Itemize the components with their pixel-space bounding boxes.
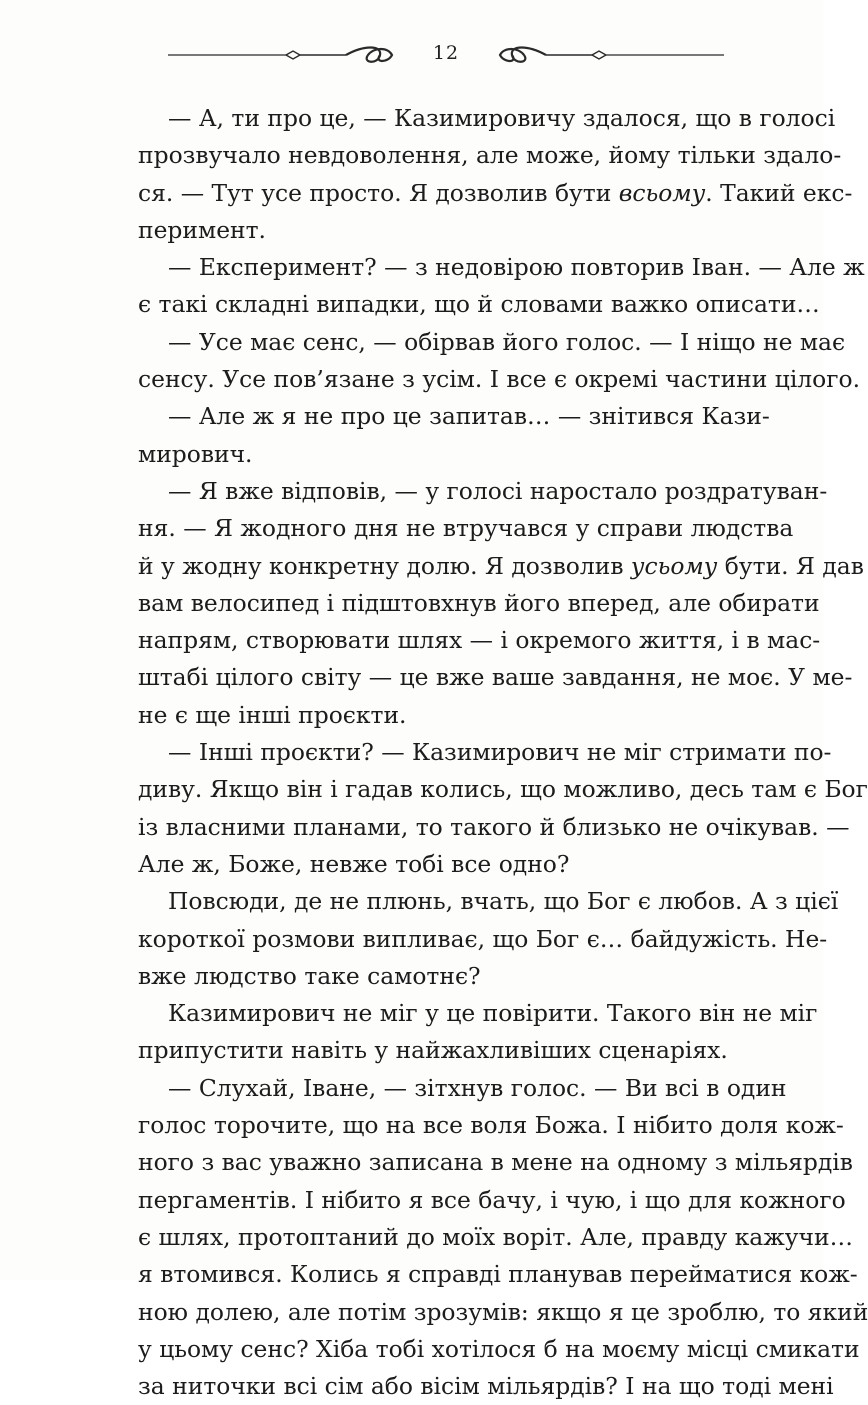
text-line: ного з вас уважно записана в мене на одному з мільярдів	[138, 1148, 853, 1177]
text-line: штабі цілого світу — це вже ваше завдання, не моє. У ме-	[138, 663, 853, 692]
text-line: я втомився. Колись я справді планував перейматися кож-	[138, 1260, 858, 1289]
text-line: вам велосипед і підштовхнув його вперед, але обирати	[138, 588, 820, 617]
text-line: — Експеримент? — з недовірою повторив Іван. — Але ж	[168, 253, 865, 282]
text-line: диву. Якщо він і гадав колись, що можливо, десь там є Бог	[138, 775, 868, 804]
text-line: прозвучало невдоволення, але може, йому тільки здало-	[138, 141, 842, 170]
text-line: є такі складні випадки, що й словами важко описати…	[138, 290, 820, 319]
text-line: сенсу. Усе пов’язане з усім. І все є окремі частини цілого.	[138, 365, 861, 394]
text-line: — А, ти про це, — Казимировичу здалося, що в голосі	[168, 104, 836, 132]
text-line: голос торочите, що на все воля Божа. І нібито доля кож-	[138, 1111, 844, 1140]
text-line: у цьому сенс? Хіба тобі хотілося б на моєму місці смикати	[138, 1334, 860, 1363]
text-line: із власними планами, то такого й близько не очікував. —	[138, 812, 850, 841]
text-line: — Інші проєкти? — Казимирович не міг стримати по-	[168, 738, 832, 767]
page-body-text	[138, 100, 868, 1405]
page-header	[168, 36, 724, 76]
text-line: пергаментів. І нібито я все бачу, і чую, і що для кожного	[138, 1185, 846, 1214]
text-line: Повсюди, де не плюнь, вчать, що Бог є любов. А з цієї	[168, 887, 839, 916]
text-line: мирович.	[138, 439, 253, 468]
emphasized-word: всьому	[618, 178, 706, 207]
text-line: й у жодну конкретну долю. Я дозволив усьому бути. Я дав	[138, 551, 864, 580]
text-line: — Я вже відповів, — у голосі наростало роздратуван-	[168, 476, 828, 505]
text-line: ня. — Я жодного дня не втручався у справи людства	[138, 514, 794, 543]
text-line: ною долею, але потім зрозумів: якщо я це зроблю, то який	[138, 1297, 868, 1326]
text-line: — Слухай, Іване, — зітхнув голос. — Ви всі в один	[168, 1073, 787, 1102]
text-line: є шлях, протоптаний до моїх воріт. Але, правду кажучи…	[138, 1222, 853, 1251]
emphasized-word: усьому	[630, 551, 718, 580]
text-line: припустити навіть у найжахливіших сценаріях.	[138, 1036, 728, 1065]
text-line: — Усе має сенс, — обірвав його голос. — І ніщо не має	[168, 327, 846, 356]
text-line: — Але ж я не про це запитав… — знітився Кази-	[168, 402, 770, 431]
text-line: напрям, створювати шлях — і окремого життя, і в мас-	[138, 626, 821, 655]
text-line: Але ж, Боже, невже тобі все одно?	[138, 849, 570, 878]
text-line: короткої розмови випливає, що Бог є… байдужість. Не-	[138, 924, 828, 953]
text-line: вже людство таке самотнє?	[138, 961, 481, 990]
text-line: не є ще інші проєкти.	[138, 700, 407, 729]
text-line: перимент.	[138, 215, 266, 244]
page-number: 12	[432, 42, 460, 64]
text-line: Казимирович не міг у це повірити. Такого він не міг	[168, 999, 818, 1028]
text-line: за ниточки всі сім або вісім мільярдів? І на що тоді мені	[138, 1372, 834, 1401]
text-line: ся. — Тут усе просто. Я дозволив бути всьому. Такий екс-	[138, 178, 853, 207]
